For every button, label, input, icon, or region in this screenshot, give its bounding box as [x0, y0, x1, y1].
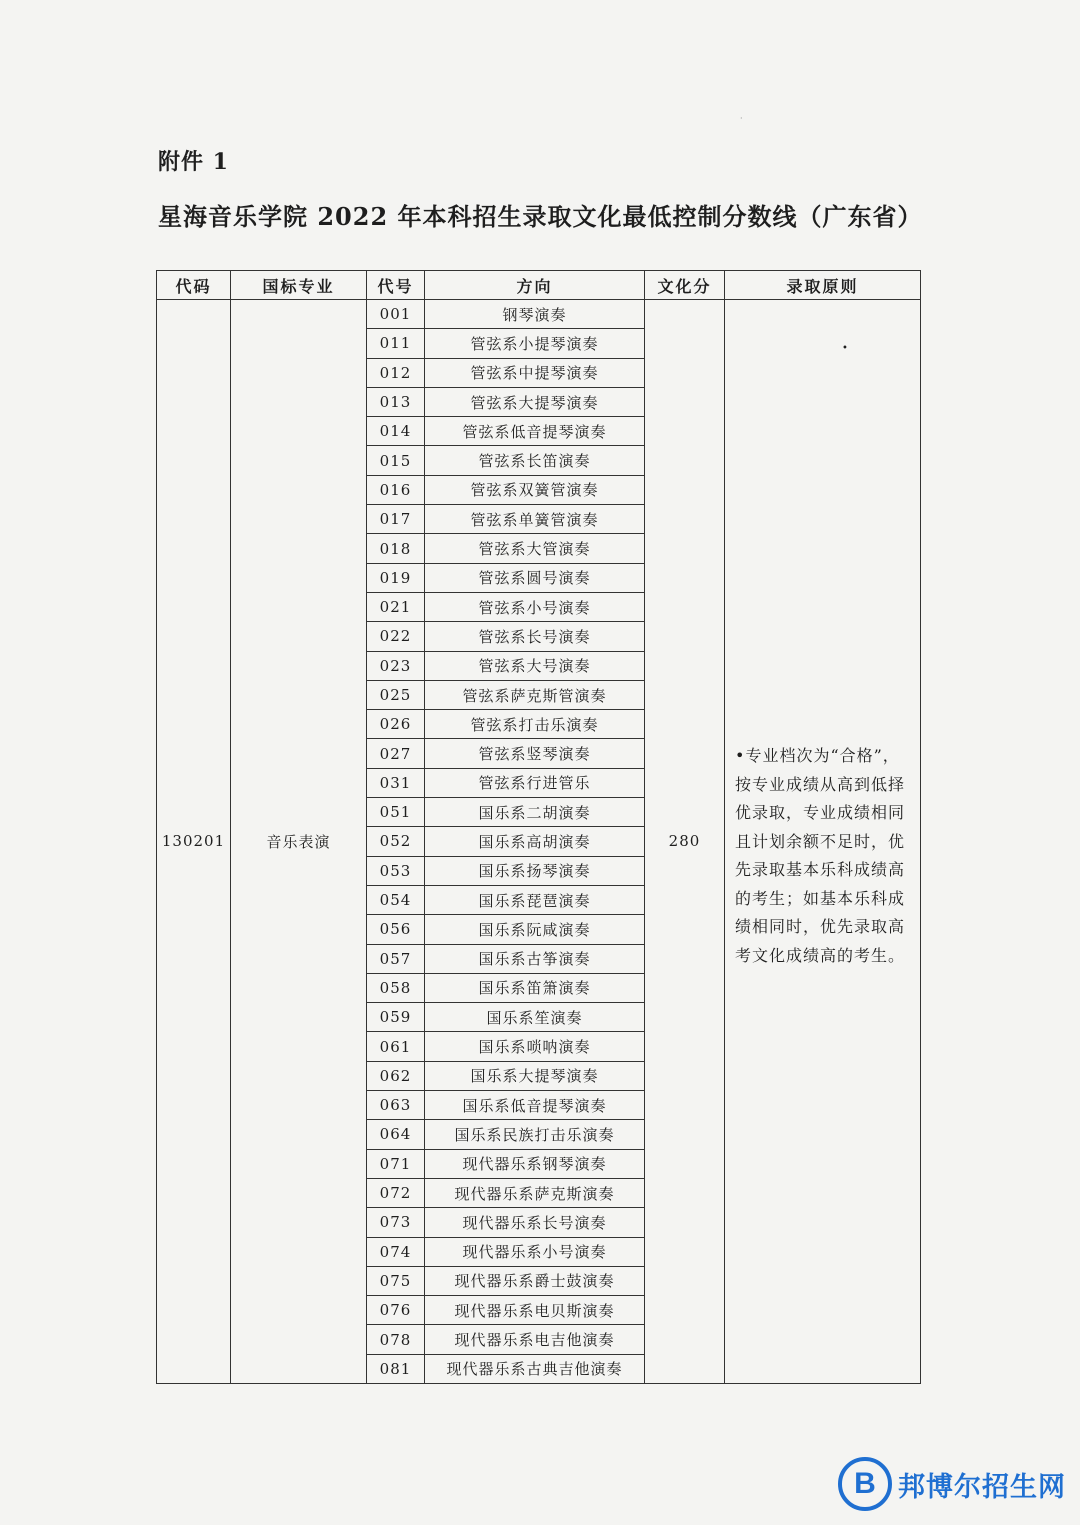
row-direction-cell: 现代器乐系古典吉他演奏 [425, 1354, 645, 1383]
header-sub-code: 代号 [367, 271, 425, 300]
principle-cell [725, 300, 921, 1384]
row-direction-cell: 国乐系大提琴演奏 [425, 1061, 645, 1090]
header-code: 代码 [157, 271, 231, 300]
row-direction-cell: 管弦系小提琴演奏 [425, 329, 645, 358]
row-direction-cell: 管弦系竖琴演奏 [425, 739, 645, 768]
watermark-logo-icon: B [838, 1457, 892, 1511]
row-code-cell: 064 [367, 1120, 425, 1149]
row-code-cell: 027 [367, 739, 425, 768]
attachment-label: 附件 1 [158, 149, 229, 175]
row-direction-cell: 钢琴演奏 [425, 300, 645, 329]
row-code-cell: 023 [367, 651, 425, 680]
row-code-cell: 021 [367, 592, 425, 621]
scan-dot: • [842, 343, 848, 354]
row-direction-cell: 现代器乐系爵士鼓演奏 [425, 1266, 645, 1295]
row-direction-cell: 国乐系阮咸演奏 [425, 915, 645, 944]
row-direction-cell: 国乐系低音提琴演奏 [425, 1091, 645, 1120]
row-direction-cell: 国乐系扬琴演奏 [425, 856, 645, 885]
row-code-cell: 072 [367, 1178, 425, 1207]
table-header-row [157, 271, 921, 300]
row-direction-cell: 管弦系打击乐演奏 [425, 710, 645, 739]
row-direction-cell: 管弦系低音提琴演奏 [425, 417, 645, 446]
page-title: 星海音乐学院 2022 年本科招生录取文化最低控制分数线（广东省） [158, 202, 923, 231]
row-code-cell: 012 [367, 358, 425, 387]
row-code-cell: 074 [367, 1237, 425, 1266]
row-code-cell: 075 [367, 1266, 425, 1295]
row-direction-cell: 现代器乐系钢琴演奏 [425, 1149, 645, 1178]
row-direction-cell: 国乐系笙演奏 [425, 1003, 645, 1032]
scan-speck: · [740, 114, 743, 123]
watermark [838, 1457, 1066, 1511]
header-score: 文化分 [645, 271, 725, 300]
culture-score-cell: 280 [645, 300, 725, 1384]
row-code-cell: 019 [367, 563, 425, 592]
row-direction-cell: 国乐系民族打击乐演奏 [425, 1120, 645, 1149]
row-direction-cell: 管弦系单簧管演奏 [425, 505, 645, 534]
row-direction-cell: 国乐系唢呐演奏 [425, 1032, 645, 1061]
major-code-cell: 130201 [157, 300, 231, 1384]
row-direction-cell: 管弦系大号演奏 [425, 651, 645, 680]
row-direction-cell: 管弦系长笛演奏 [425, 446, 645, 475]
row-code-cell: 059 [367, 1003, 425, 1032]
row-code-cell: 011 [367, 329, 425, 358]
row-code-cell: 013 [367, 387, 425, 416]
row-direction-cell: 管弦系双簧管演奏 [425, 475, 645, 504]
row-code-cell: 026 [367, 710, 425, 739]
row-code-cell: 061 [367, 1032, 425, 1061]
major-name-cell: 音乐表演 [231, 300, 367, 1384]
row-code-cell: 062 [367, 1061, 425, 1090]
header-direction: 方向 [425, 271, 645, 300]
row-code-cell: 056 [367, 915, 425, 944]
table-body [157, 300, 921, 1384]
row-direction-cell: 现代器乐系电贝斯演奏 [425, 1296, 645, 1325]
row-direction-cell: 管弦系中提琴演奏 [425, 358, 645, 387]
row-direction-cell: 管弦系萨克斯管演奏 [425, 680, 645, 709]
table-row [157, 300, 921, 329]
row-code-cell: 081 [367, 1354, 425, 1383]
row-code-cell: 001 [367, 300, 425, 329]
row-direction-cell: 管弦系长号演奏 [425, 622, 645, 651]
row-code-cell: 078 [367, 1325, 425, 1354]
row-code-cell: 052 [367, 827, 425, 856]
row-direction-cell: 国乐系琵琶演奏 [425, 885, 645, 914]
row-direction-cell: 国乐系高胡演奏 [425, 827, 645, 856]
principle-text: •专业档次为“合格”，按专业成绩从高到低择优录取，专业成绩相同且计划余额不足时，优先录取基本乐科成绩高的考生；如基本乐科成绩相同时，优先录取高考文化成绩高的考生。 [735, 746, 906, 965]
row-code-cell: 076 [367, 1296, 425, 1325]
row-code-cell: 058 [367, 973, 425, 1002]
row-code-cell: 053 [367, 856, 425, 885]
row-code-cell: 014 [367, 417, 425, 446]
row-code-cell: 057 [367, 944, 425, 973]
row-direction-cell: 国乐系二胡演奏 [425, 798, 645, 827]
row-code-cell: 071 [367, 1149, 425, 1178]
row-direction-cell: 国乐系古筝演奏 [425, 944, 645, 973]
row-direction-cell: 国乐系笛箫演奏 [425, 973, 645, 1002]
row-direction-cell: 管弦系小号演奏 [425, 592, 645, 621]
header-principle: 录取原则 [725, 271, 921, 300]
row-code-cell: 015 [367, 446, 425, 475]
row-code-cell: 031 [367, 768, 425, 797]
score-table [156, 270, 921, 1384]
row-code-cell: 025 [367, 680, 425, 709]
watermark-text: 邦博尔招生网 [898, 1471, 1066, 1503]
row-direction-cell: 现代器乐系电吉他演奏 [425, 1325, 645, 1354]
row-code-cell: 017 [367, 505, 425, 534]
row-code-cell: 016 [367, 475, 425, 504]
row-direction-cell: 现代器乐系萨克斯演奏 [425, 1178, 645, 1207]
row-code-cell: 018 [367, 534, 425, 563]
row-direction-cell: 现代器乐系小号演奏 [425, 1237, 645, 1266]
row-code-cell: 051 [367, 798, 425, 827]
row-direction-cell: 管弦系大管演奏 [425, 534, 645, 563]
row-direction-cell: 管弦系行进管乐 [425, 768, 645, 797]
row-direction-cell: 管弦系大提琴演奏 [425, 387, 645, 416]
row-code-cell: 022 [367, 622, 425, 651]
row-direction-cell: 现代器乐系长号演奏 [425, 1208, 645, 1237]
header-major: 国标专业 [231, 271, 367, 300]
row-code-cell: 073 [367, 1208, 425, 1237]
row-code-cell: 054 [367, 885, 425, 914]
row-code-cell: 063 [367, 1091, 425, 1120]
row-direction-cell: 管弦系圆号演奏 [425, 563, 645, 592]
